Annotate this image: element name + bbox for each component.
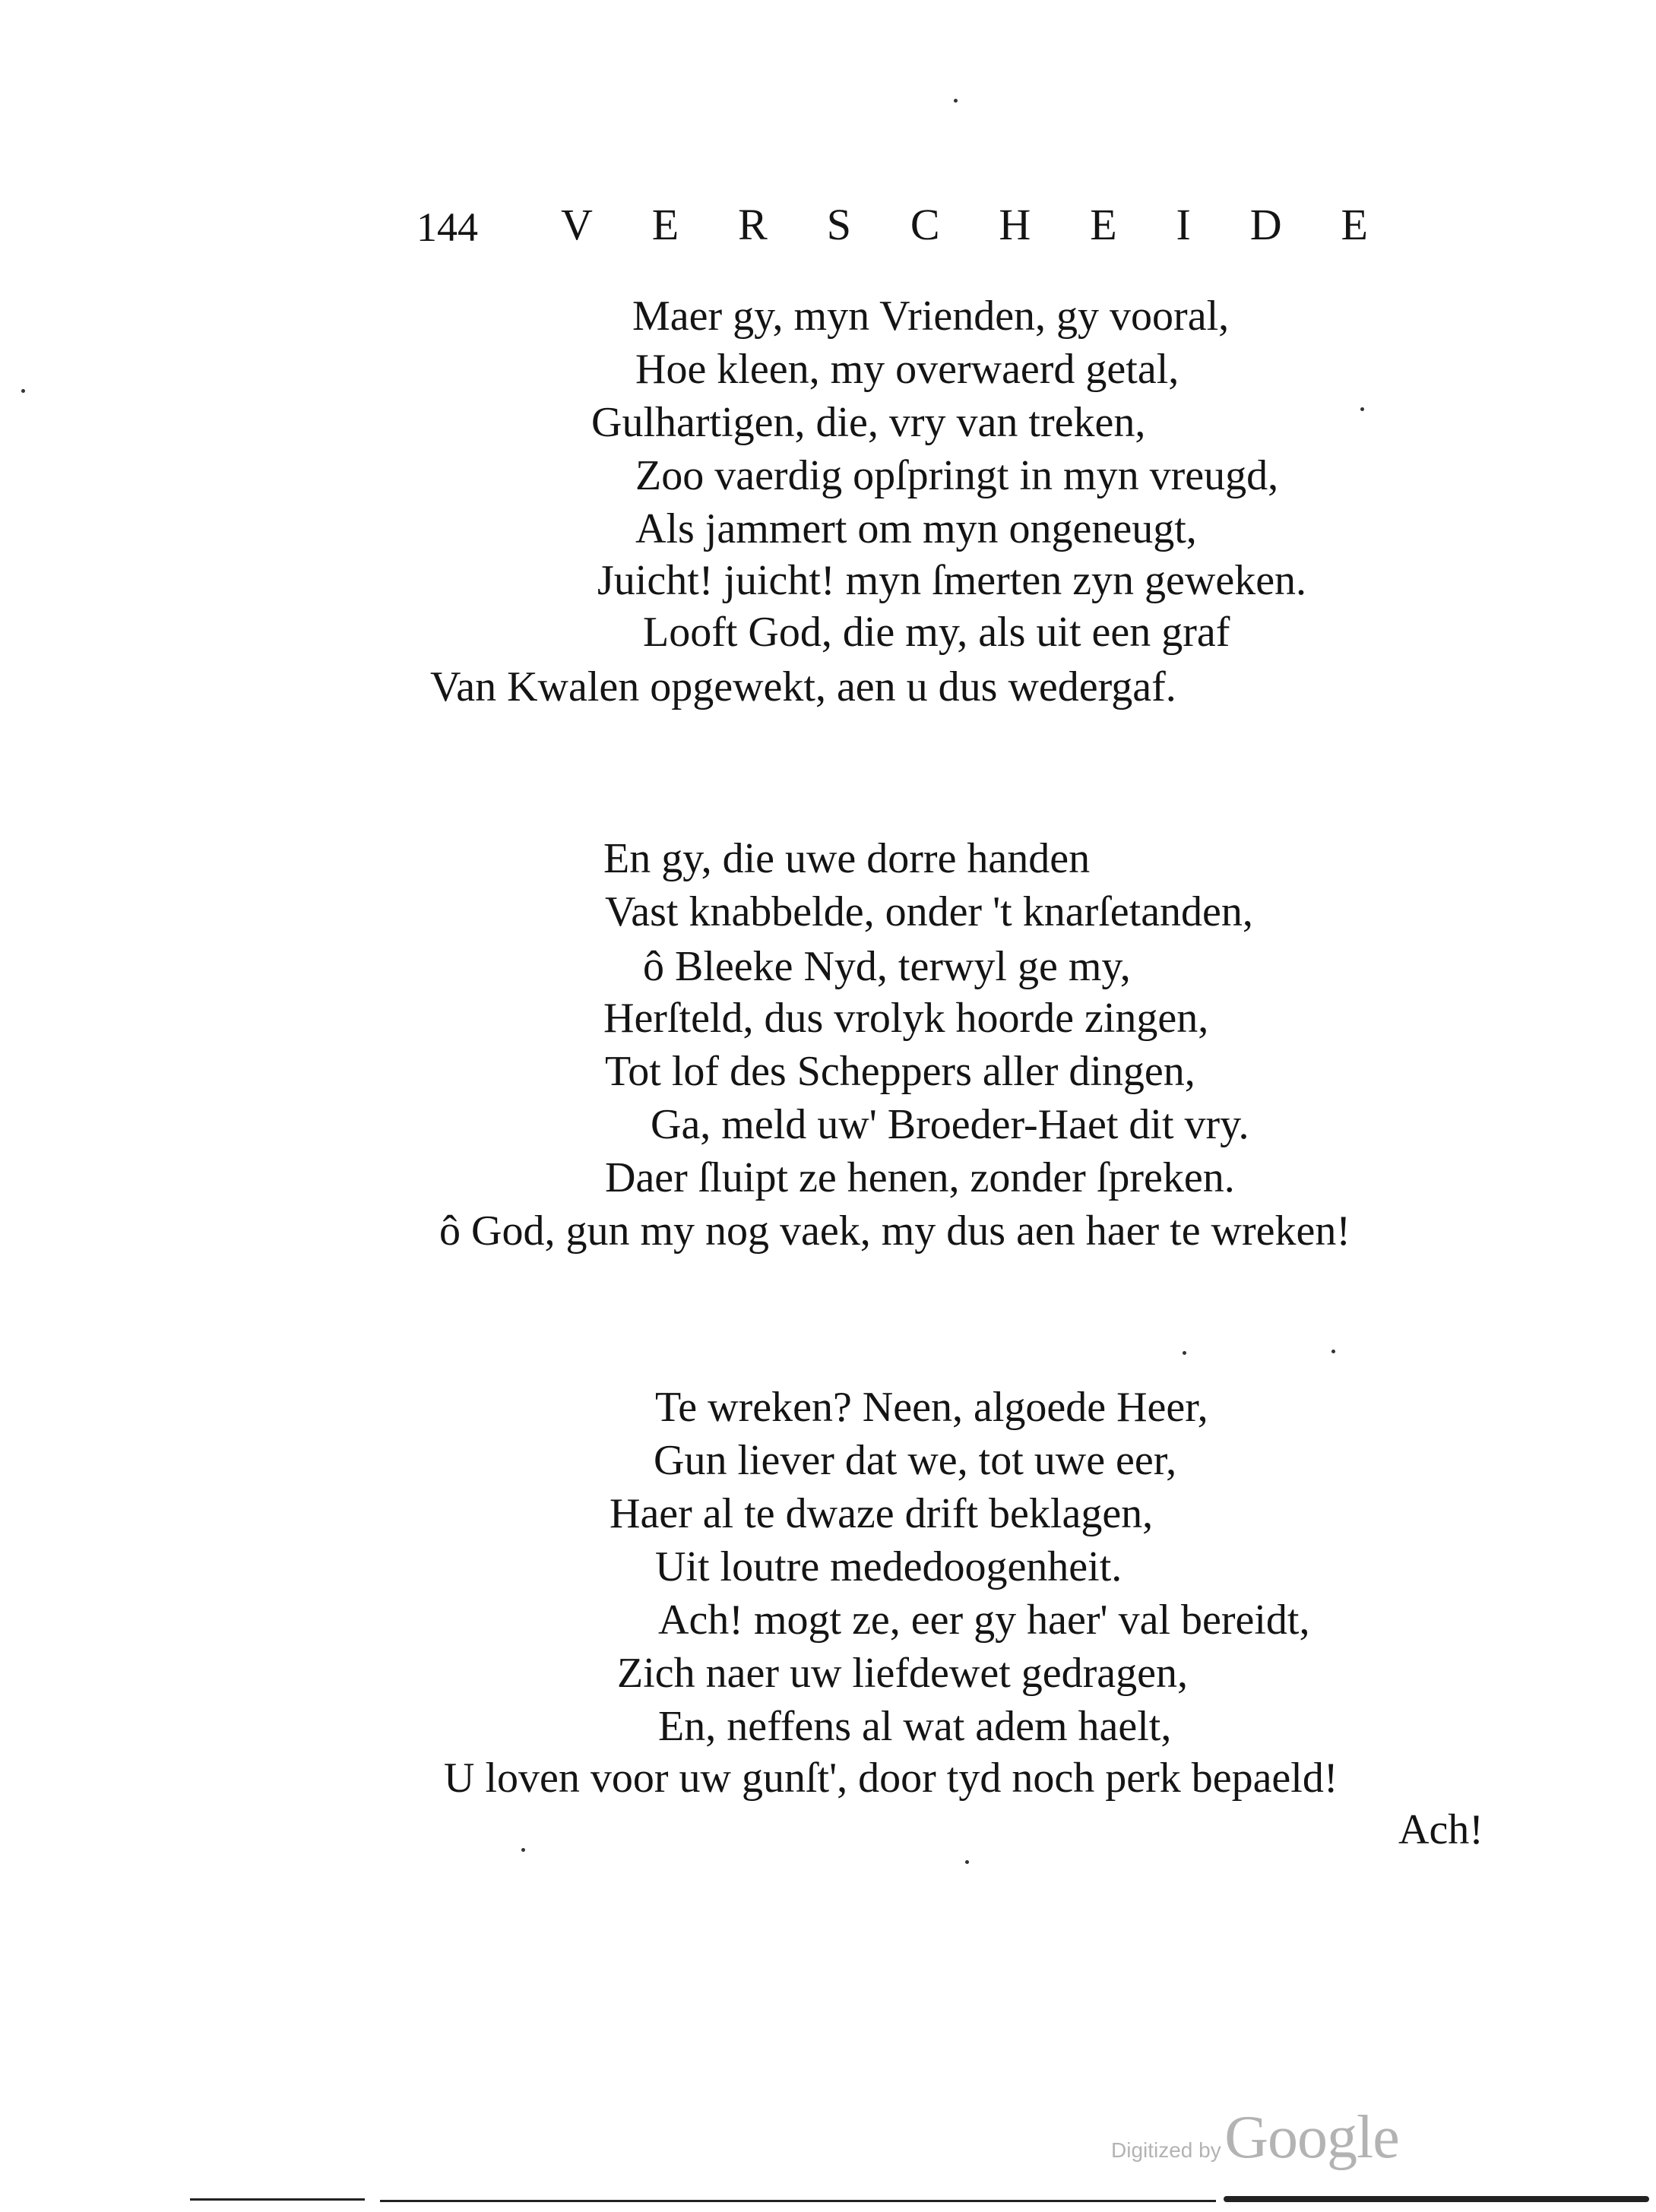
running-head-letter: C: [910, 200, 940, 249]
bottom-rule-left: [190, 2198, 365, 2201]
page-number: 144: [416, 204, 478, 250]
verse-line: Hoe kleen, my overwaerd getal,: [635, 346, 1179, 393]
verse-line: U loven voor uw gunſt', door tyd noch perk bepaeld!: [444, 1755, 1338, 1802]
running-head-letter: I: [1176, 200, 1191, 249]
verse-line: Daer ſluipt ze henen, zonder ſpreken.: [605, 1154, 1235, 1201]
scan-speck: [965, 1860, 969, 1864]
watermark-prefix: Digitized by: [1111, 2138, 1221, 2162]
scan-speck: [521, 1848, 525, 1852]
verse-line: Te wreken? Neen, algoede Heer,: [655, 1384, 1208, 1431]
watermark: [1111, 2103, 1399, 2172]
verse-line: Herſteld, dus vrolyk hoorde zingen,: [603, 995, 1209, 1042]
running-head-letter: V: [561, 200, 593, 249]
bottom-rule-middle: [380, 2200, 1216, 2202]
verse-line: Als jammert om myn ongeneugt,: [635, 505, 1197, 552]
verse-line: Gun liever dat we, tot uwe eer,: [654, 1437, 1177, 1484]
verse-line: Gulhartigen, die, vry van treken,: [591, 399, 1146, 446]
verse-line: ô Bleeke Nyd, terwyl ge my,: [643, 943, 1131, 990]
verse-line: Vast knabbelde, onder 't knarſetanden,: [605, 888, 1253, 935]
scan-speck: [21, 389, 25, 393]
scan-speck: [1183, 1351, 1186, 1355]
running-head-letter: E: [1341, 200, 1368, 249]
scan-speck: [1360, 407, 1364, 411]
bottom-rule-right: [1224, 2196, 1649, 2202]
running-head-letter: S: [826, 200, 851, 249]
verse-line: ô God, gun my nog vaek, my dus aen haer te wreken!: [439, 1207, 1350, 1255]
catchword: Ach!: [1398, 1806, 1483, 1853]
verse-line: Tot lof des Scheppers aller dingen,: [605, 1048, 1195, 1095]
verse-line: Ach! mogt ze, eer gy haer' val bereidt,: [658, 1597, 1310, 1644]
verse-line: Zich naer uw liefdewet gedragen,: [617, 1650, 1188, 1697]
verse-line: Maer gy, myn Vrienden, gy vooral,: [632, 293, 1230, 340]
running-head: [561, 199, 1368, 250]
verse-line: Uit loutre mededoogenheit.: [655, 1543, 1122, 1590]
verse-line: Haer al te dwaze drift beklagen,: [610, 1490, 1154, 1537]
scan-speck: [954, 99, 958, 103]
running-head-letter: R: [738, 200, 768, 249]
running-head-letter: E: [651, 200, 679, 249]
verse-line: En gy, die uwe dorre handen: [603, 835, 1091, 882]
verse-line: Ga, meld uw' Broeder-Haet dit vry.: [651, 1101, 1249, 1148]
running-head-letter: E: [1090, 200, 1117, 249]
google-logo: Google: [1224, 2104, 1399, 2171]
scan-speck: [1331, 1350, 1335, 1353]
verse-line: Zoo vaerdig opſpringt in myn vreugd,: [635, 452, 1279, 499]
verse-line: En, neffens al wat adem haelt,: [658, 1703, 1172, 1750]
verse-line: Looft God, die my, als uit een graf: [643, 609, 1230, 656]
verse-line: Juicht! juicht! myn ſmerten zyn geweken.: [597, 557, 1307, 604]
running-head-letter: D: [1249, 200, 1282, 249]
verse-line: Van Kwalen opgewekt, aen u dus wedergaf.: [430, 663, 1176, 710]
running-head-letter: H: [999, 200, 1031, 249]
